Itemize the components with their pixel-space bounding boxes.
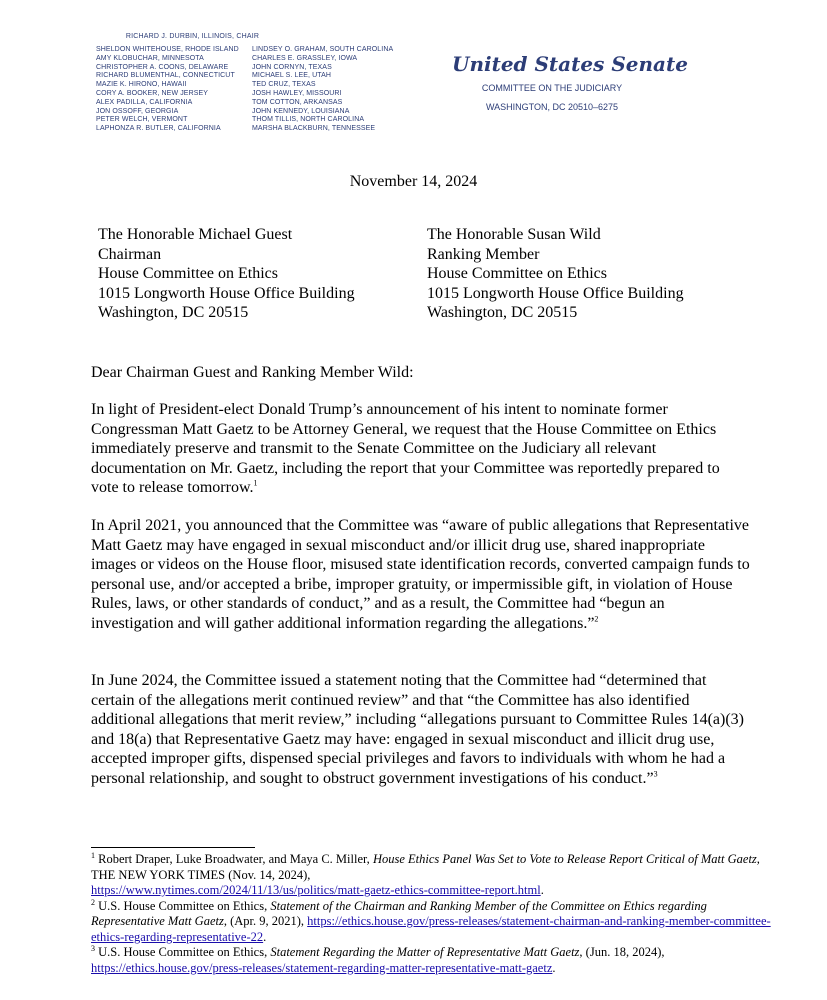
- footnote-link[interactable]: https://www.nytimes.com/2024/11/13/us/politics/matt-gaetz-ethics-committee-report.html: [91, 883, 541, 897]
- paragraph-text: In light of President-elect Donald Trump’s announcement of his intent to nominate former Congressman Matt Gaetz to be Attorney General, we request that the House Committee on Ethics immediately preserve and transmit to the Senate Committee on the Judiciary all relevant documentation on Mr. Gaetz, including the report that your Committee was reportedly prepared to vote to release tomorrow.: [91, 401, 720, 496]
- recipient-line: Chairman: [98, 245, 162, 263]
- footnote-end: .: [540, 883, 544, 897]
- footnote-3: [91, 945, 771, 976]
- paragraph-2: [91, 516, 751, 633]
- footnote-source: , (Apr. 9, 2021),: [223, 914, 305, 928]
- footnote-1: [91, 852, 771, 899]
- member-name: LAPHONZA R. BUTLER, CALIFORNIA: [96, 125, 221, 133]
- footnote-number: 3: [91, 943, 95, 953]
- member-name: TED CRUZ, TEXAS: [252, 81, 316, 89]
- member-name: THOM TILLIS, NORTH CAROLINA: [252, 116, 365, 124]
- recipient-line: House Committee on Ethics: [98, 265, 278, 282]
- footnote-authors: U.S. House Committee on Ethics,: [98, 898, 268, 913]
- member-name: TOM COTTON, ARKANSAS: [252, 98, 343, 106]
- member-name: AMY KLOBUCHAR, MINNESOTA: [96, 54, 204, 62]
- member-name: JON OSSOFF, GEORGIA: [96, 107, 179, 115]
- footnote-number: 2: [91, 897, 95, 907]
- recipient-line: 1015 Longworth House Office Building: [98, 284, 355, 302]
- recipient-line: The Honorable Michael Guest: [98, 226, 293, 243]
- member-name: JOHN KENNEDY, LOUISIANA: [252, 107, 350, 115]
- footnotes: [91, 852, 771, 976]
- recipient-line: The Honorable Susan Wild: [427, 226, 601, 243]
- recipient-line: Ranking Member: [427, 245, 540, 263]
- footnote-link[interactable]: https://ethics.house.gov/press-releases/statement-chairman-and-ranking-member-committee-ethics-regarding-representative-22: [91, 914, 771, 944]
- member-name: MICHAEL S. LEE, UTAH: [252, 72, 332, 80]
- member-name: ALEX PADILLA, CALIFORNIA: [96, 98, 193, 106]
- recipient-left: [98, 225, 355, 323]
- senate-title: United States Senate: [452, 52, 688, 76]
- paragraph-text: In April 2021, you announced that the Committee was “aware of public allegations that Representative Matt Gaetz may have engaged in sexual misconduct and/or illicit drug use, shared inappropriate images or videos on the House floor, misused state identification records, converted campaign funds to personal use, and/or accepted a bribe, improper gratuity, or impermissible gift, in violation of House Rules, laws, or other standards of conduct,” and as a result, the Committee had “begun an investigation and will gather additional information regarding the allegations.”: [91, 517, 750, 632]
- paragraph-3: [91, 671, 751, 788]
- members-left: [96, 46, 239, 134]
- member-name: PETER WELCH, VERMONT: [96, 116, 188, 124]
- committee-address: WASHINGTON, DC 20510–6275: [485, 102, 619, 112]
- recipient-line: 1015 Longworth House Office Building: [427, 284, 684, 302]
- committee-name: COMMITTEE ON THE JUDICIARY: [481, 83, 623, 93]
- footnote-authors: Robert Draper, Luke Broadwater, and Maya C. Miller,: [98, 852, 370, 866]
- letter-date: November 14, 2024: [349, 173, 478, 190]
- footnote-authors: U.S. House Committee on Ethics,: [98, 945, 268, 959]
- member-name: JOHN CORNYN, TEXAS: [252, 63, 332, 71]
- member-name: CHRISTOPHER A. COONS, DELAWARE: [96, 63, 229, 71]
- footnote-title: House Ethics Panel Was Set to Vote to Release Report Critical of Matt Gaetz,: [372, 852, 760, 866]
- member-name: MAZIE K. HIRONO, HAWAII: [96, 81, 187, 89]
- chair-line: RICHARD J. DURBIN, ILLINOIS, CHAIR: [125, 33, 260, 40]
- member-name: CHARLES E. GRASSLEY, IOWA: [252, 54, 358, 62]
- paragraph-1: [91, 400, 751, 498]
- member-name: MARSHA BLACKBURN, TENNESSEE: [252, 125, 376, 133]
- footnote-source: THE NEW YORK TIMES (Nov. 14, 2024),: [91, 867, 311, 882]
- footnote-end: .: [552, 960, 556, 975]
- footnote-title: Statement of the Chairman and Ranking Member of the Committee on Ethics regarding Representative Matt Gaetz: [91, 898, 707, 928]
- member-name: SHELDON WHITEHOUSE, RHODE ISLAND: [96, 46, 239, 53]
- salutation: Dear Chairman Guest and Ranking Member Wild:: [91, 364, 414, 381]
- footnote-divider: [91, 847, 255, 848]
- member-name: LINDSEY O. GRAHAM, SOUTH CAROLINA: [252, 46, 394, 53]
- recipient-line: Washington, DC 20515: [98, 304, 249, 321]
- recipient-line: House Committee on Ethics: [427, 265, 607, 282]
- footnote-source: , (Jun. 18, 2024),: [579, 945, 665, 959]
- member-name: JOSH HAWLEY, MISSOURI: [252, 89, 342, 97]
- footnote-ref[interactable]: 2: [594, 614, 599, 624]
- paragraph-text: In June 2024, the Committee issued a statement noting that the Committee had “determined that certain of the allegations merit continued review” and that “the Committee has also identified additional allegations that merit review,” including “allegations pursuant to Committee Rules 14(a)(3) and 18(a) that Representative Gaetz may have: engaged in sexual misconduct and illicit drug use, accepted improper gifts, dispensed special privileges and favors to individuals with whom he had a personal relationship, and sought to obstruct government investigations of his conduct.”: [91, 672, 745, 787]
- member-name: RICHARD BLUMENTHAL, CONNECTICUT: [96, 72, 235, 80]
- members-right: [252, 46, 393, 134]
- recipient-line: Washington, DC 20515: [427, 304, 578, 321]
- footnote-ref[interactable]: 3: [653, 769, 658, 779]
- footnote-title: Statement Regarding the Matter of Representative Matt Gaetz: [270, 945, 580, 959]
- recipient-right: [427, 225, 684, 323]
- footnote-number: 1: [91, 850, 95, 860]
- member-name: CORY A. BOOKER, NEW JERSEY: [96, 89, 209, 97]
- footnote-end: .: [263, 929, 267, 944]
- footnote-2: [91, 899, 771, 946]
- footnote-ref[interactable]: 1: [253, 478, 258, 488]
- footnote-link[interactable]: https://ethics.house.gov/press-releases/statement-regarding-matter-representative-matt-gaetz: [91, 960, 553, 975]
